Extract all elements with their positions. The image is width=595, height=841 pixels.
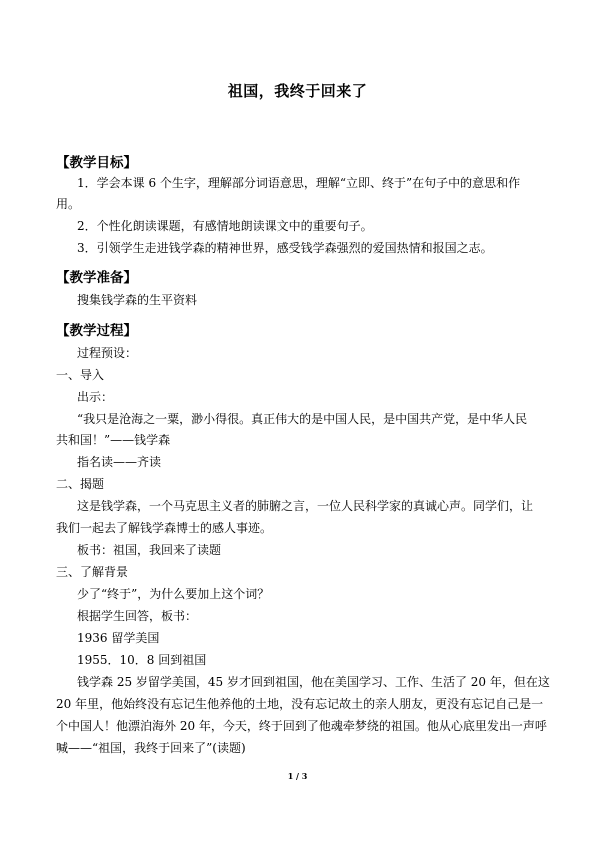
paragraph-line: 过程预设： (77, 346, 138, 360)
subheading-reveal: 二、揭题 (56, 477, 105, 491)
subheading-intro: 一、导入 (56, 368, 105, 382)
page-number: 1 / 3 (287, 771, 308, 781)
paragraph-line: 根据学生回答，板书： (77, 609, 198, 623)
paragraph-line: 钱学森 25 岁留学美国，45 岁才回到祖国，他在美国学习、工作、生活了 20 年，但在这 (77, 675, 550, 689)
section-heading-goals: 【教学目标】 (56, 155, 137, 171)
paragraph-line: 3．引领学生走进钱学森的精神世界，感受钱学森强烈的爱国热情和报国之志。 (77, 241, 493, 255)
subheading-background: 三、了解背景 (56, 565, 129, 579)
page-title: 祖国，我终于回来了 (227, 82, 368, 100)
paragraph-line: 我们一起去了解钱学森博士的感人事迹。 (56, 521, 273, 535)
paragraph-line: 喊——“祖国，我终于回来了”(读题) (56, 741, 246, 755)
paragraph-line: 20 年里，他始终没有忘记生他养他的土地，没有忘记故土的亲人朋友，更没有忘记自己是一 (56, 697, 544, 711)
paragraph-line: “我只是沧海之一粟，渺小得很。真正伟大的是中国人民，是中国共产党，是中华人民 (77, 412, 528, 426)
paragraph-line: 共和国！”——钱学森 (56, 433, 171, 447)
paragraph-line: 板书：祖国，我回来了读题 (77, 543, 222, 557)
paragraph-line: 出示： (77, 390, 114, 404)
paragraph-line: 用。 (56, 197, 81, 211)
paragraph-line: 搜集钱学森的生平资料 (77, 293, 198, 307)
paragraph-line: 这是钱学森，一个马克思主义者的肺腑之言，一位人民科学家的真诚心声。同学们，让 (77, 499, 534, 513)
paragraph-line: 2．个性化朗读课题，有感情地朗读课文中的重要句子。 (77, 219, 373, 233)
paragraph-line: 1．学会本课 6 个生字，理解部分词语意思，理解“立即、终于”在句子中的意思和作 (77, 176, 521, 190)
paragraph-line: 1955．10．8 回到祖国 (77, 653, 207, 667)
section-heading-prep: 【教学准备】 (56, 270, 137, 286)
paragraph-line: 1936 留学美国 (77, 631, 160, 645)
paragraph-line: 少了“终于”，为什么要加上这个词？ (77, 587, 270, 601)
paragraph-line: 个中国人！他漂泊海外 20 年，今天，终于回到了他魂牵梦绕的祖国。他从心底里发出一声呼 (56, 719, 547, 733)
section-heading-process: 【教学过程】 (56, 323, 137, 339)
paragraph-line: 指名读——齐读 (77, 455, 162, 469)
